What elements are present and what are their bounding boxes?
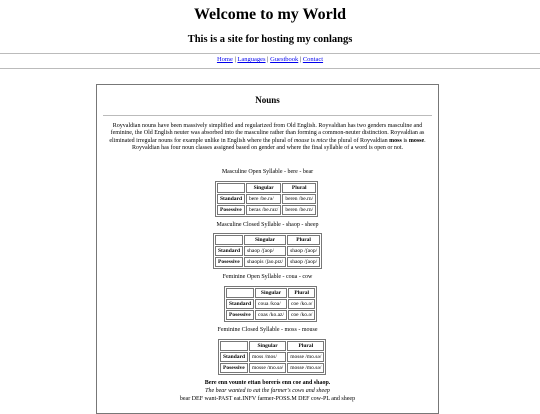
declension-table-masc-closed — [213, 233, 322, 269]
column-header-plural: Plural — [287, 235, 320, 245]
table-cell: coe /ko.ə/ — [288, 299, 315, 309]
table-corner-cell — [217, 183, 245, 193]
table-row — [217, 205, 316, 215]
site-title: Welcome to my World — [193, 6, 347, 23]
site-subtitle: This is a site for hosting my conlangs — [187, 34, 353, 45]
intro-text: the plural of Royvaldian — [327, 137, 390, 144]
row-header-posessive: Posessive — [217, 205, 245, 215]
table-caption: Feminine Open Syllable - coua - cow — [222, 274, 313, 280]
example-gloss: bear DEF want-PAST eat.INFV farmer-POSS.M DEF cow-PL and sheep — [179, 396, 356, 402]
main-nav — [0, 56, 540, 63]
table-cell: mosse /mo.sə/ — [287, 352, 324, 362]
nav-divider — [0, 68, 540, 69]
column-header-plural: Plural — [282, 183, 316, 193]
example-sentence: Bere enn vounte ettan borerís enn coe and shaop. — [204, 380, 331, 386]
table-cell: mosse /mo.sə/ — [287, 363, 324, 373]
table-header-row — [226, 288, 315, 298]
intro-text: . Royvaldian has four noun classes assigned based on gender and where the final syllable of a word is open or not. — [131, 137, 426, 152]
row-header-standard: Standard — [217, 194, 245, 204]
column-header-plural: Plural — [287, 341, 324, 351]
row-header-posessive: Posessive — [220, 363, 248, 373]
column-header-singular: Singular — [246, 183, 281, 193]
column-header-singular: Singular — [244, 235, 286, 245]
intro-term-mice: mice — [316, 137, 328, 144]
table-cell: moss /mos/ — [249, 352, 286, 362]
table-cell: mosse /mo.sə/ — [249, 363, 286, 373]
table-row — [226, 299, 315, 309]
column-header-singular: Singular — [255, 288, 287, 298]
table-corner-cell — [220, 341, 248, 351]
declension-table-fem-open — [224, 286, 317, 322]
top-divider — [0, 53, 540, 54]
nav-separator: | — [267, 56, 269, 63]
nav-separator: | — [234, 56, 236, 63]
declension-table-fem-closed — [218, 339, 326, 375]
table-cell: shaop /ʃaop/ — [287, 246, 320, 256]
row-header-posessive: Posessive — [226, 310, 254, 320]
table-header-row — [220, 341, 324, 351]
declension-table-masc-open — [215, 181, 318, 217]
intro-text: Royvaldian nouns have been massively simplified and regularized from Old English. Royvaldian has two genders masculine and feminine, the Old English neuter was absorbed into the masculine rather than forming a common-neuter distinction. Royvaldian as eliminated irregular nouns for example unlike in English where the plural of — [109, 123, 425, 144]
table-header-row — [215, 235, 320, 245]
row-header-standard: Standard — [220, 352, 248, 362]
nav-link-home[interactable]: Home — [216, 56, 233, 63]
table-row — [220, 363, 324, 373]
nav-link-languages[interactable]: Languages — [237, 56, 266, 63]
example-translation: The bear wanted to eat the farmer's cows and sheep — [205, 388, 330, 394]
section-heading: Nouns — [255, 95, 280, 105]
row-header-posessive: Posessive — [215, 257, 243, 267]
table-cell: coe /ko.ə/ — [288, 310, 315, 320]
table-cell: shaopis /ʃao.pɪz/ — [244, 257, 286, 267]
table-row — [215, 257, 320, 267]
intro-term-moss: moss — [389, 137, 402, 144]
nav-link-contact[interactable]: Contact — [302, 56, 324, 63]
row-header-standard: Standard — [226, 299, 254, 309]
table-cell: coas /ko.az/ — [255, 310, 287, 320]
nav-separator: | — [299, 56, 302, 63]
intro-term-mosse: mosse — [408, 137, 425, 144]
column-header-singular: Singular — [249, 341, 286, 351]
intro-text: is — [309, 137, 317, 144]
table-caption: Masculine Open Syllable - bere - bear — [221, 169, 314, 175]
intro-text: is — [401, 137, 409, 144]
intro-paragraph — [105, 123, 430, 153]
table-caption: Masculine Closed Syllable - shaop - sheep — [216, 222, 319, 228]
table-cell: coua /koa/ — [255, 299, 287, 309]
table-row — [215, 246, 320, 256]
table-row — [217, 194, 316, 204]
table-corner-cell — [226, 288, 254, 298]
row-header-standard: Standard — [215, 246, 243, 256]
intro-term-mouse: mouse — [293, 137, 310, 144]
column-header-plural: Plural — [288, 288, 315, 298]
table-cell: beren /be.rn/ — [282, 194, 316, 204]
table-header-row — [217, 183, 316, 193]
content-panel — [96, 84, 439, 414]
section-divider — [103, 115, 432, 116]
table-cell: bere /be.rə/ — [246, 194, 281, 204]
table-cell: shaop /ʃaop/ — [244, 246, 286, 256]
table-caption: Feminine Closed Syllable - moss - mouse — [217, 327, 318, 333]
table-cell: shaop /ʃaop/ — [287, 257, 320, 267]
table-cell: beras /be.rəz/ — [246, 205, 281, 215]
table-row — [220, 352, 324, 362]
table-row — [226, 310, 315, 320]
table-corner-cell — [215, 235, 243, 245]
nav-link-guestbook[interactable]: Guestbook — [270, 56, 299, 63]
table-cell: beren /be.rn/ — [282, 205, 316, 215]
